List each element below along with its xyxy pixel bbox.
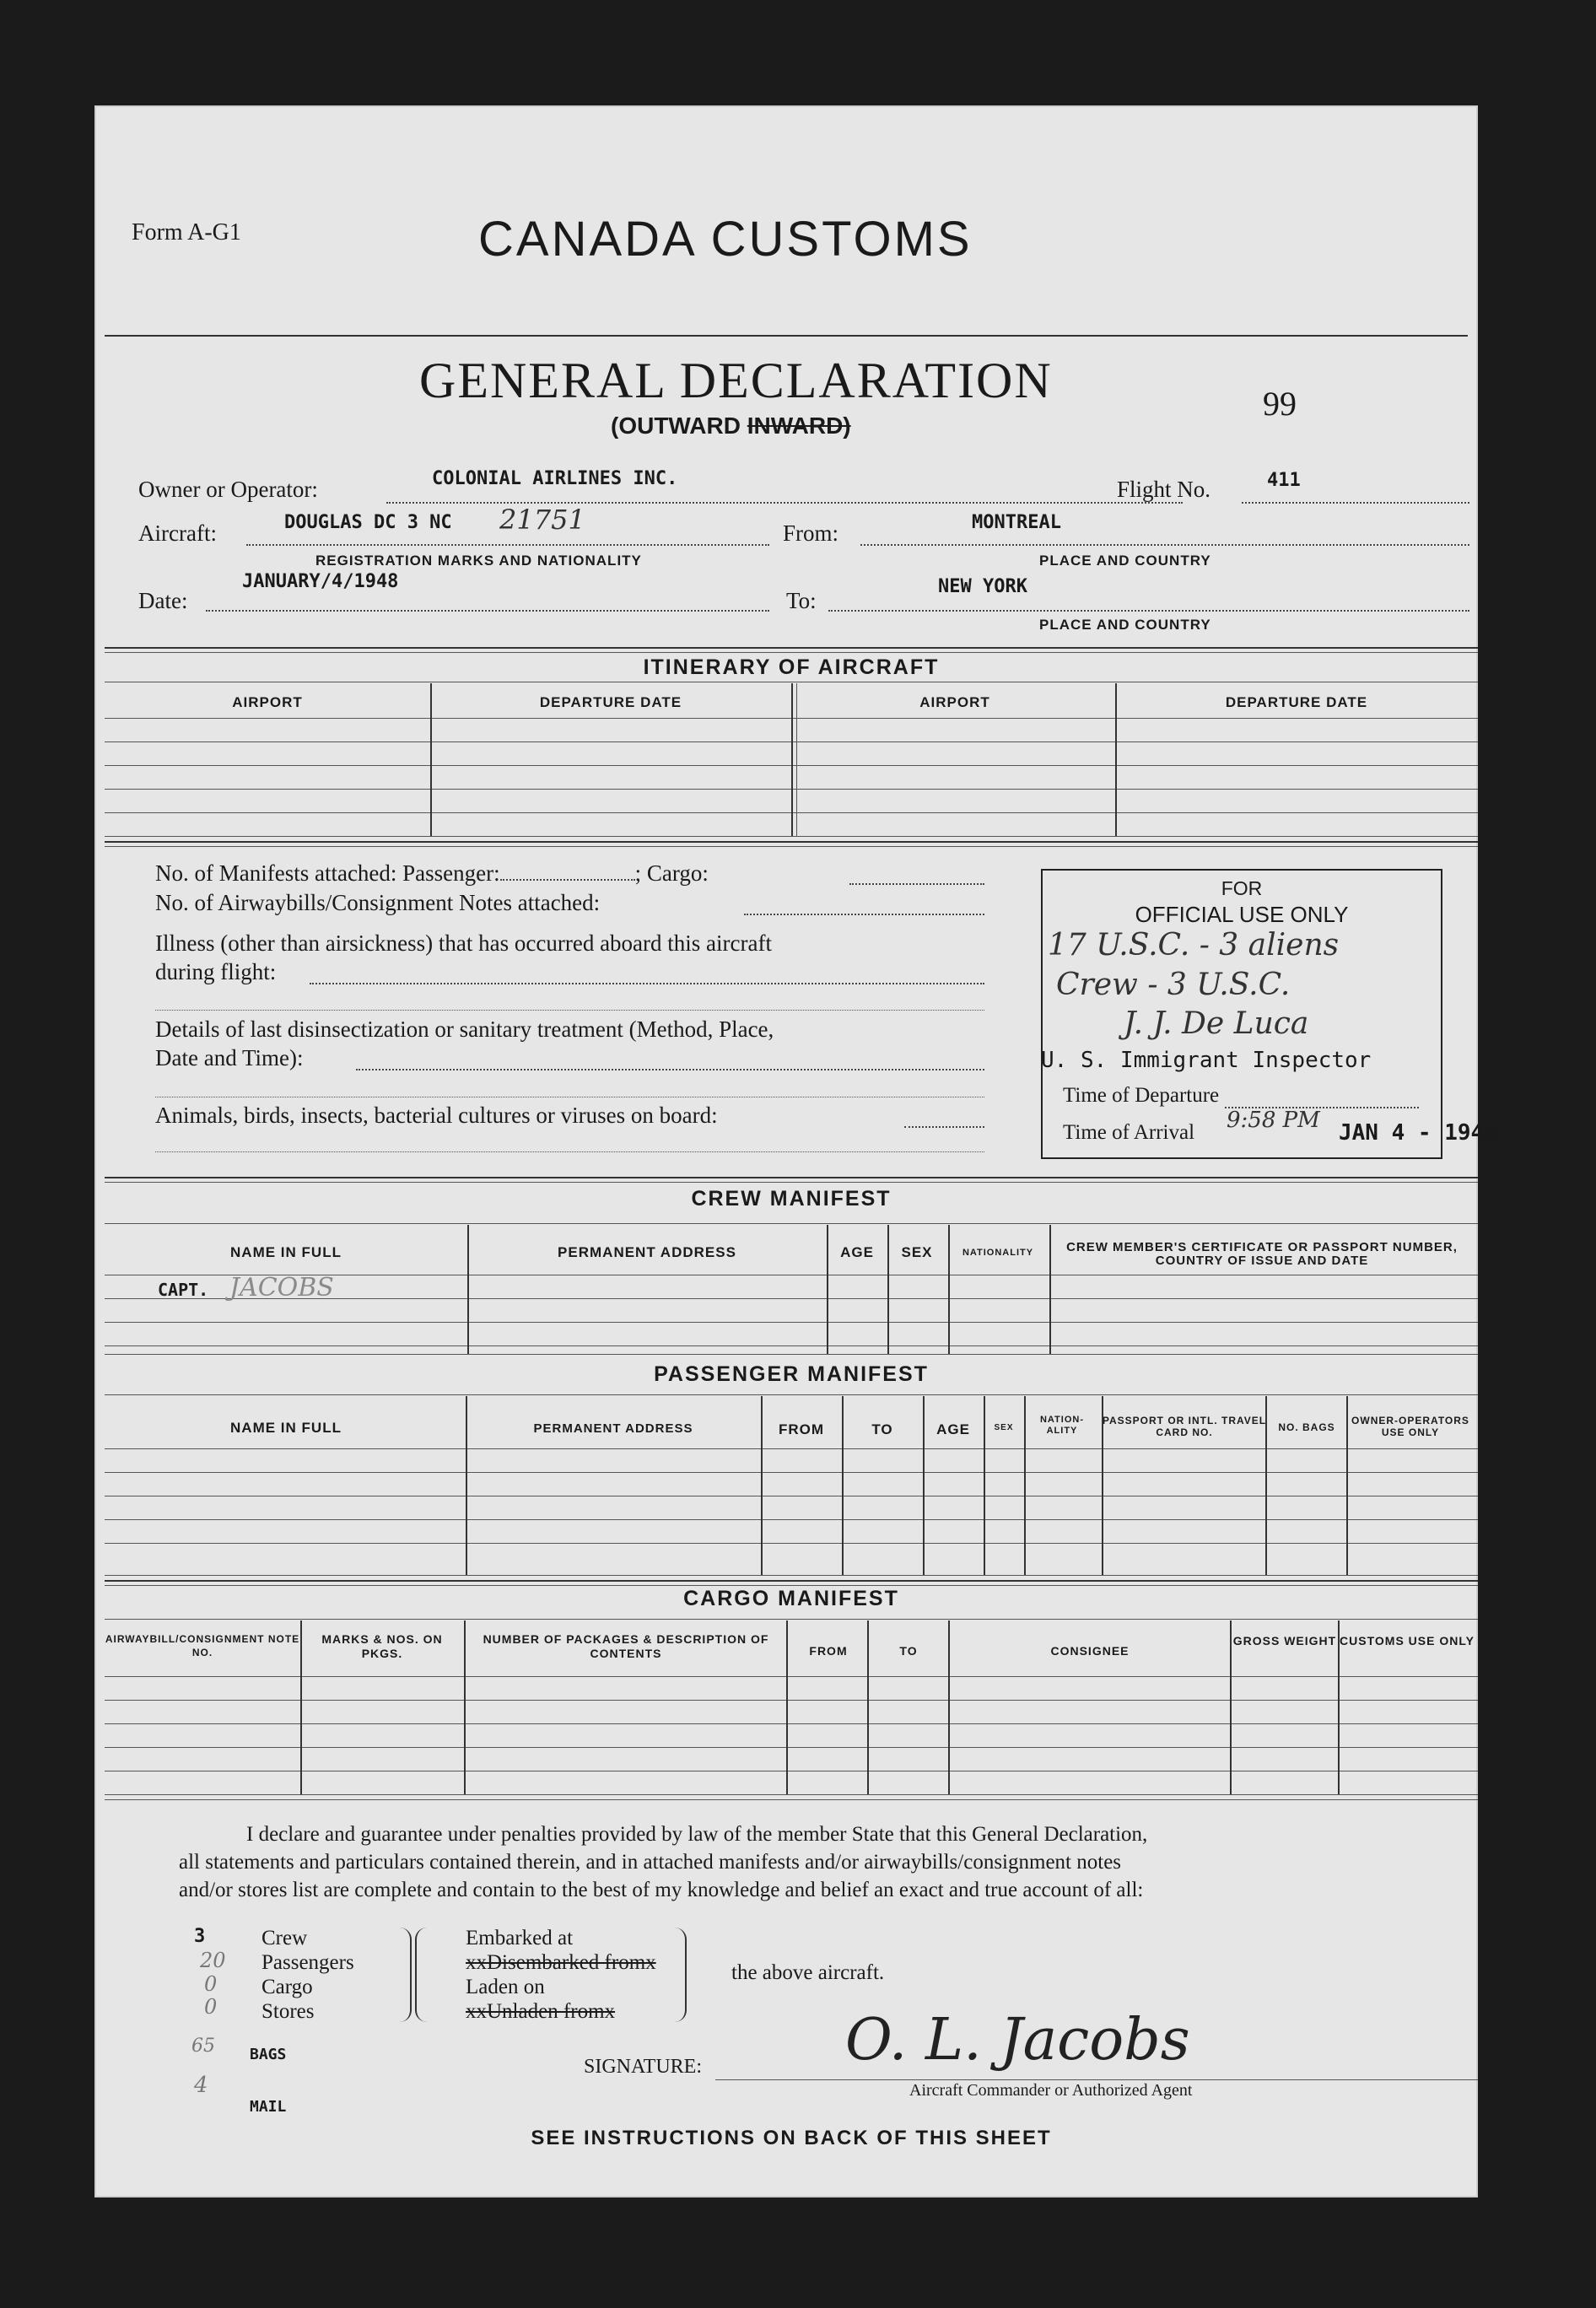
official-title-1: FOR xyxy=(1221,877,1263,899)
bags-label: BAGS xyxy=(250,2046,287,2063)
bags-count: 65 xyxy=(191,2036,215,2057)
itinerary-col: AIRPORT xyxy=(232,694,303,710)
official-note-3: J. J. De Luca xyxy=(1124,1006,1309,1041)
official-arrival-stamp: JAN 4 - 1948 xyxy=(1339,1120,1497,1146)
crew-row1-name: JACOBS xyxy=(229,1273,334,1302)
to-caption: PLACE AND COUNTRY xyxy=(1039,617,1211,633)
cargo-col: GROSS WEIGHT xyxy=(1232,1634,1337,1647)
aircraft-label: Aircraft: xyxy=(138,520,217,546)
illness-line-2: during flight: xyxy=(155,959,277,984)
itinerary-col: DEPARTURE DATE xyxy=(1225,694,1368,710)
official-title-2: OFFICIAL USE ONLY xyxy=(1135,902,1349,927)
mail-count: 4 xyxy=(194,2073,208,2098)
summary-tail: the above aircraft. xyxy=(731,1961,885,1984)
form-id: Form A-G1 xyxy=(132,219,241,245)
disinsect-line-2: Date and Time): xyxy=(155,1045,304,1070)
passenger-title: PASSENGER MANIFEST xyxy=(654,1362,929,1386)
agency-title: CANADA CUSTOMS xyxy=(478,212,973,267)
signature-label: SIGNATURE: xyxy=(584,2056,703,2078)
bracket xyxy=(675,1928,687,2022)
passenger-col: PERMANENT ADDRESS xyxy=(533,1421,693,1436)
aircraft-caption: REGISTRATION MARKS AND NATIONALITY xyxy=(315,553,642,569)
crew-row1-title: CAPT. xyxy=(158,1280,209,1300)
cargo-col: FROM xyxy=(809,1644,848,1658)
summary-items: Crew Passengers Cargo Stores xyxy=(262,1927,354,2023)
signature-caption: Aircraft Commander or Authorized Agent xyxy=(909,2081,1193,2100)
crew-col: AGE xyxy=(840,1244,874,1260)
official-departure-label: Time of Departure xyxy=(1063,1084,1220,1107)
from-value: MONTREAL xyxy=(972,512,1061,533)
passenger-col: NATION-ALITY xyxy=(1039,1415,1084,1436)
summary-count: 0 xyxy=(204,1995,218,2019)
passenger-col: TO xyxy=(871,1421,893,1437)
passenger-col: AGE xyxy=(936,1421,970,1437)
summary-count: 3 xyxy=(194,1926,206,1947)
flight-label: Flight No. xyxy=(1117,477,1211,502)
owner-value: COLONIAL AIRLINES INC. xyxy=(432,468,678,489)
official-note-2: Crew - 3 U.S.C. xyxy=(1056,968,1291,1002)
declaration-form xyxy=(94,105,1497,2197)
disinsect-line-1: Details of last disinsectization or sanitary treatment (Method, Place, xyxy=(155,1016,774,1042)
crew-col: PERMANENT ADDRESS xyxy=(558,1244,736,1260)
itinerary-col: DEPARTURE DATE xyxy=(539,694,682,710)
from-label: From: xyxy=(783,520,839,546)
passenger-col: FROM xyxy=(778,1421,825,1437)
from-caption: PLACE AND COUNTRY xyxy=(1039,553,1211,569)
bracket xyxy=(400,1928,412,2022)
cargo-col: TO xyxy=(899,1644,918,1658)
owner-label: Owner or Operator: xyxy=(138,477,318,502)
cargo-col: MARKS & NOS. ON PKGS. xyxy=(321,1632,443,1660)
signature: O. L. Jacobs xyxy=(845,2007,1190,2073)
summary-actions: Embarked at xxDisembarked fromx Laden on xxUnladen fromx xyxy=(466,1927,656,2023)
passenger-col: NO. BAGS xyxy=(1278,1421,1335,1433)
illness-line-1: Illness (other than airsickness) that has occurred aboard this aircraft xyxy=(155,930,772,956)
doc-number: 99 xyxy=(1263,385,1297,423)
animals-line: Animals, birds, insects, bacterial cultures or viruses on board: xyxy=(155,1103,718,1128)
declaration-line-1: I declare and guarantee under penalties provided by law of the member State that this General Declaration, xyxy=(246,1823,1148,1846)
aircraft-value: DOUGLAS DC 3 NC xyxy=(284,512,452,533)
official-note-1: 17 U.S.C. - 3 aliens xyxy=(1048,928,1340,963)
crew-col: SEX xyxy=(901,1244,933,1260)
crew-col: NATIONALITY xyxy=(962,1248,1034,1258)
official-arrival-hand: 9:58 PM xyxy=(1227,1108,1320,1133)
airwaybills-line: No. of Airwaybills/Consignment Notes attached: xyxy=(155,890,601,915)
flight-value: 411 xyxy=(1267,470,1301,491)
passenger-col: PASSPORT OR INTL. TRAVEL CARD NO. xyxy=(1102,1415,1267,1438)
crew-title: CREW MANIFEST xyxy=(691,1187,892,1211)
footer-instructions: SEE INSTRUCTIONS ON BACK OF THIS SHEET xyxy=(531,2127,1052,2149)
declaration-line-2: all statements and particulars contained therein, and in attached manifests and/or airwaybills/consignment notes xyxy=(179,1851,1122,1874)
cargo-col: CONSIGNEE xyxy=(1050,1644,1130,1658)
passenger-col: NAME IN FULL xyxy=(230,1420,342,1436)
cargo-col: CUSTOMS USE ONLY xyxy=(1340,1634,1475,1647)
to-label: To: xyxy=(786,588,817,613)
bracket xyxy=(415,1928,427,2022)
summary-count: 0 xyxy=(204,1972,218,1996)
page-title: GENERAL DECLARATION xyxy=(419,353,1053,408)
cargo-col: AIRWAYBILL/CONSIGNMENT NOTE NO. xyxy=(105,1633,300,1658)
official-inspector: U. S. Immigrant Inspector xyxy=(1041,1048,1372,1073)
mail-label: MAIL xyxy=(250,2098,287,2116)
aircraft-registration-hand: 21751 xyxy=(499,504,585,536)
passenger-col: OWNER-OPERATORS USE ONLY xyxy=(1351,1415,1469,1438)
crew-col: CREW MEMBER'S CERTIFICATE OR PASSPORT NUMBER, COUNTRY OF ISSUE AND DATE xyxy=(1066,1240,1458,1268)
summary-count: 20 xyxy=(200,1949,226,1972)
cargo-col: NUMBER OF PACKAGES & DESCRIPTION OF CONTENTS xyxy=(483,1632,769,1660)
direction-label: (OUTWARD INWARD) xyxy=(611,413,851,439)
declaration-line-3: and/or stores list are complete and contain to the best of my knowledge and belief an exact and true account of all: xyxy=(179,1879,1144,1901)
date-label: Date: xyxy=(138,588,188,613)
official-arrival-label: Time of Arrival xyxy=(1063,1121,1195,1144)
cargo-title: CARGO MANIFEST xyxy=(683,1587,899,1610)
date-value: JANUARY/4/1948 xyxy=(242,571,399,592)
to-value: NEW YORK xyxy=(938,576,1027,597)
itinerary-col: AIRPORT xyxy=(919,694,990,710)
itinerary-title: ITINERARY OF AIRCRAFT xyxy=(643,655,940,679)
crew-col: NAME IN FULL xyxy=(230,1244,342,1260)
passenger-col: SEX xyxy=(994,1423,1014,1432)
manifests-line: No. of Manifests attached: Passenger: ; Cargo: xyxy=(155,860,709,886)
